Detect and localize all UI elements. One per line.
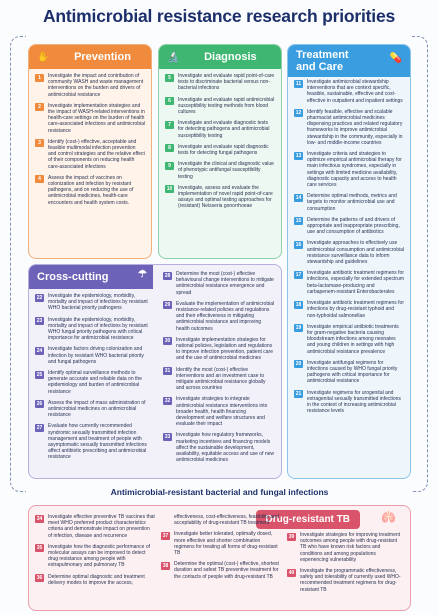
list-item (163, 271, 275, 296)
item-text: Investigate antifungal regimens for infections caused by WHO fungal priority pathogens with critical importance for antimicrobial resistance (307, 359, 398, 385)
item-text: Identify optimal surveillance methods to generate accurate and reliable data on the epidemiology and burden of antimicrobial resistance (48, 370, 142, 395)
list-item (35, 175, 145, 206)
tb-header: Drug-resistant TB (256, 510, 360, 529)
list-item (35, 574, 155, 586)
item-number-badge: 38 (162, 562, 169, 569)
item-text: Investigate implementation strategies and the impact of WASH-related interventions in health-care settings on the burden of health care-associated infections and antimicrobial resistance (48, 102, 145, 134)
section-band-label: Antimicrobial-resistant bacterial and fungal infections (110, 487, 329, 497)
list-item (163, 367, 275, 392)
list-item (35, 346, 153, 365)
drug-resistant-tb-panel (28, 505, 411, 611)
list-item (165, 144, 275, 156)
item-number-badge: 1 (35, 74, 44, 82)
item-text: Investigate criteria and strategies to optimize empirical antimicrobial therapy for main infectious syndromes, especially in settings with limited medicine availability, diagnostic capacity and access to health care services (307, 151, 402, 189)
item-text: effectiveness, cost-effectiveness, feasibility and acceptability of drug-resistant TB treatment (174, 514, 279, 527)
cross-cutting-list-left (35, 293, 153, 466)
diagnosis-panel (158, 44, 282, 259)
list-item (294, 240, 404, 265)
item-number-badge: 32 (164, 397, 171, 404)
list-item (294, 217, 404, 236)
item-text: Determine the optimal (cost-) effective, shortest duration and safest TB preventive treatment for the contacts of people with drug-resistant TB (174, 561, 279, 580)
people-umbrella-icon: ☂ (138, 269, 147, 280)
tb-list-col2 (161, 514, 281, 585)
diagnosis-header: 🔬 Diagnosis (159, 45, 281, 69)
item-number-badge: 37 (162, 532, 169, 539)
list-item (163, 396, 275, 427)
item-number-badge: 19 (295, 325, 302, 332)
item-number-badge: 3 (35, 139, 44, 147)
item-number-badge: 28 (164, 272, 171, 279)
item-number-badge: 33 (164, 433, 171, 440)
item-text: Identify the most (cost-) effective interventions and an investment case to mitigate antimicrobial resistance globally and across countries (176, 366, 266, 392)
item-number-badge: 12 (295, 110, 302, 117)
item-number-badge: 30 (164, 338, 171, 345)
item-number-badge: 34 (36, 515, 43, 522)
item-number-badge: 15 (295, 218, 302, 225)
item-number-badge: 35 (36, 545, 43, 552)
item-text: Investigate antimicrobial stewardship interventions that are context specific, feasible, sustainable, effective and cost-effective in outpatient and inpatient settings (307, 79, 403, 104)
item-text: Investigate and evaluate diagnostic tests for detecting pathogens and antimicrobial susceptibility testing (178, 120, 270, 139)
item-text: Determine the most (cost-) effective behavioural change interventions to mitigate antimicrobial resistance emergence and spread (176, 271, 274, 296)
list-item (35, 514, 155, 539)
cross-cutting-panel (28, 264, 282, 479)
pill-icon: 💊 (389, 53, 402, 64)
item-text: Investigate the epidemiology, morbidity, mortality and impact of infections by resistant WHO bacterial priority pathogens (48, 293, 148, 312)
item-number-badge: 6 (165, 97, 174, 105)
tb-list-col3 (287, 532, 404, 598)
lungs-icon: 🫁 (381, 510, 396, 524)
treatment-list (294, 79, 404, 419)
item-number-badge: 2 (35, 103, 44, 111)
list-item (287, 532, 404, 563)
list-item (161, 561, 281, 580)
list-item (294, 300, 404, 319)
list-item (165, 185, 275, 210)
item-text: Investigate antibiotic treatment regimens for infections, especially for extended spectrum beta-lactamase-producing and carbapenem-resistant Enterobacterales (307, 270, 404, 295)
item-number-badge: 24 (36, 347, 43, 354)
list-item (294, 390, 404, 415)
item-number-badge: 4 (35, 175, 44, 183)
list-item (294, 360, 404, 385)
item-number-badge: 27 (36, 424, 43, 431)
item-text: Assess the impact of mass administration of antimicrobial medicines on antimicrobial resistance (48, 399, 146, 419)
item-number-badge: 16 (295, 241, 302, 248)
microscope-icon: 🔬 (167, 52, 180, 63)
item-number-badge: 5 (165, 74, 174, 82)
item-text: Evaluate the implementation of antimicrobial resistance-related policies and regulations and their effectiveness in mitigating antimicrobial resistance and improving health outcomes (176, 300, 275, 332)
item-text: Determine optimal methods, metrics and targets to monitor antimicrobial use and consumption (307, 193, 397, 212)
list-item (161, 531, 281, 556)
item-number-badge: 20 (295, 361, 302, 368)
treatment-panel (287, 44, 411, 479)
item-number-badge: 18 (295, 301, 302, 308)
item-text: Evaluate how currently recommended syndromic sexually transmitted infection management and treatment of people with asymptomatic sexually transmitted infections affect antibiotic prescribing and antimicrobial resistance (48, 423, 147, 461)
item-number-badge: 11 (295, 80, 302, 87)
cycle-arrow-left (10, 36, 26, 492)
list-item (163, 337, 275, 362)
item-text: Investigate antibiotic treatment regimens for infections by drug-resistant typhoid and non-typhoidal salmonellae (307, 300, 404, 319)
item-text: Investigate strategies to integrate antimicrobial resistance interventions into broader health, health financing development and welfare structures and evaluate their impact (176, 396, 268, 428)
item-text: Investigate better tolerated, optimally dosed, more effective and shorter combination regimens for treating all forms of drug-resistant TB (174, 531, 278, 557)
list-item (165, 161, 275, 180)
treatment-header: Treatment and Care 💊 (288, 45, 410, 77)
item-text: Investigate regimens for urogenital and extragenital sexually transmitted infections in the context of increasing antimicrobial resistance levels (307, 389, 401, 415)
list-item (35, 293, 153, 312)
item-number-badge: 36 (36, 575, 43, 582)
cross-cutting-list-right (163, 271, 275, 468)
list-item (35, 423, 153, 460)
item-text: Determine optimal diagnostic and treatment delivery modes to improve the access, (48, 573, 145, 586)
item-number-badge: 13 (295, 152, 302, 159)
cycle-arrow-right (412, 36, 428, 492)
item-text: Investigate the programmatic effectiveness, safety and tolerability of currently used WHO-recommended treatment regimens for drug-resistant TB (300, 568, 401, 593)
list-item (287, 568, 404, 593)
item-text: Investigate strategies for improving treatment outcomes among people with drug-resistant TB who have known risk factors and conditions and among populations experiencing vulnerability (300, 532, 401, 563)
prevention-header: ✋ Prevention (29, 45, 151, 69)
list-item (294, 79, 404, 104)
item-number-badge: 10 (166, 186, 173, 193)
item-text: Investigate the epidemiology, morbidity, mortality and impact of infections by resistant WHO fungal priority pathogens with critical importance for antimicrobial resistance (48, 316, 148, 342)
item-text: Investigate and evaluate rapid point-of-care tests to discriminate bacterial versus non-bacterial infections (178, 73, 275, 92)
item-text: Investigate approaches to effectively use antimicrobial consumption and antimicrobial resistance surveillance data to inform stewardship and guidelines (307, 240, 404, 266)
item-text: Investigate and evaluate rapid diagnostic tests for detecting fungal pathogens (178, 143, 269, 157)
cross-cutting-header: Cross-cutting ☂ (29, 265, 153, 289)
item-text: Investigate and evaluate rapid antimicrobial susceptibility testing methods from blood cultures (178, 96, 275, 116)
list-item (294, 270, 404, 295)
item-text: Identify (cost-) effective, acceptable and feasible multimodal infection prevention and control strategies and the relative effect of their components on reducing health care-associated infections (48, 138, 145, 170)
item-text: Investigate implementation strategies for national policies, legislation and regulations to improve infection prevention, patient care and the use of antimicrobial medicines (176, 336, 273, 362)
hands-icon: ✋ (37, 52, 50, 63)
list-item (294, 151, 404, 188)
list-item (35, 139, 145, 170)
item-text: Assess the impact of vaccines on colonization and infection by resistant pathogens, and on reducing the use of antimicrobial medicines, health-care encounters and health system costs. (48, 174, 134, 206)
item-number-badge: 22 (36, 294, 43, 301)
list-item (35, 544, 155, 569)
prevention-panel (28, 44, 152, 259)
item-text: Investigate the impact and contribution of community WASH and waste management interventions on the burden and drivers of antimicrobial resistance (48, 73, 144, 98)
page-title: Antimicrobial resistance research priorities (42, 6, 396, 26)
item-text: Investigate effective preventive TB vaccines that meet WHO preferred product characteristics criteria and demonstrate impact on prevention of infection, disease and recurrence (48, 514, 155, 539)
list-item (163, 301, 275, 332)
list-item (163, 432, 275, 463)
item-text: Investigate the clinical and diagnostic value of phenotypic antifungal susceptibility testing (178, 161, 274, 180)
item-text: Investigate, assess and evaluate the implementation of novel rapid point-of-care assays and optimal testing approaches for (resistant) Neisseria gonorrhoeae (178, 184, 273, 210)
list-item (294, 109, 404, 146)
list-item (35, 370, 153, 395)
list-item (294, 193, 404, 212)
prevention-list (35, 73, 145, 211)
item-text: Identify feasible, effective and scalable pharmacist antimicrobial medicines dispensing practices and related regulatory frameworks to improve antimicrobial stewardship in the community, especially in low- and middle-income countries (307, 108, 403, 146)
list-item (165, 120, 275, 139)
item-number-badge: 26 (36, 401, 43, 408)
item-text: Determine the patterns of and drivers of appropriate and inappropriate prescribing, use and consumption of antibiotics (307, 216, 400, 236)
item-text: Investigate how the diagnostic performance of molecular assays can be improved to detect drug resistance among people with extrapulmonary and pulmonary TB (48, 543, 151, 569)
item-number-badge: 14 (295, 194, 302, 201)
item-text: Investigate how regulatory frameworks, marketing incentives and financing models affect the sustainable development, availability, equitable access and use of new antimicrobial medicines (176, 432, 275, 464)
list-item (35, 103, 145, 134)
list-item (294, 324, 404, 355)
item-number-badge: 23 (36, 318, 43, 325)
item-number-badge: 9 (165, 162, 174, 170)
item-number-badge: 39 (288, 533, 295, 540)
item-number-badge: 40 (288, 569, 295, 576)
item-number-badge: 31 (164, 368, 171, 375)
list-item (35, 73, 145, 98)
list-item (35, 400, 153, 419)
tb-list-col1 (35, 514, 155, 591)
item-number-badge: 25 (36, 371, 43, 378)
item-number-badge: 29 (164, 302, 171, 309)
list-item (161, 514, 281, 526)
item-number-badge: 7 (165, 121, 174, 129)
item-text: Investigate empirical antibiotic treatments for gram-negative bacteria causing bloodstream infections among neonates and young children in settings with high antimicrobial resistance prevalence (307, 323, 399, 355)
list-item (165, 97, 275, 116)
item-number-badge: 17 (295, 271, 302, 278)
list-item (165, 73, 275, 92)
list-item (35, 317, 153, 342)
item-number-badge: 8 (165, 144, 174, 152)
item-number-badge: 21 (295, 391, 302, 398)
diagnosis-list (165, 73, 275, 215)
item-text: Investigate factors driving colonization and infection by resistant WHO bacterial priority and fungal pathogens (48, 346, 144, 365)
